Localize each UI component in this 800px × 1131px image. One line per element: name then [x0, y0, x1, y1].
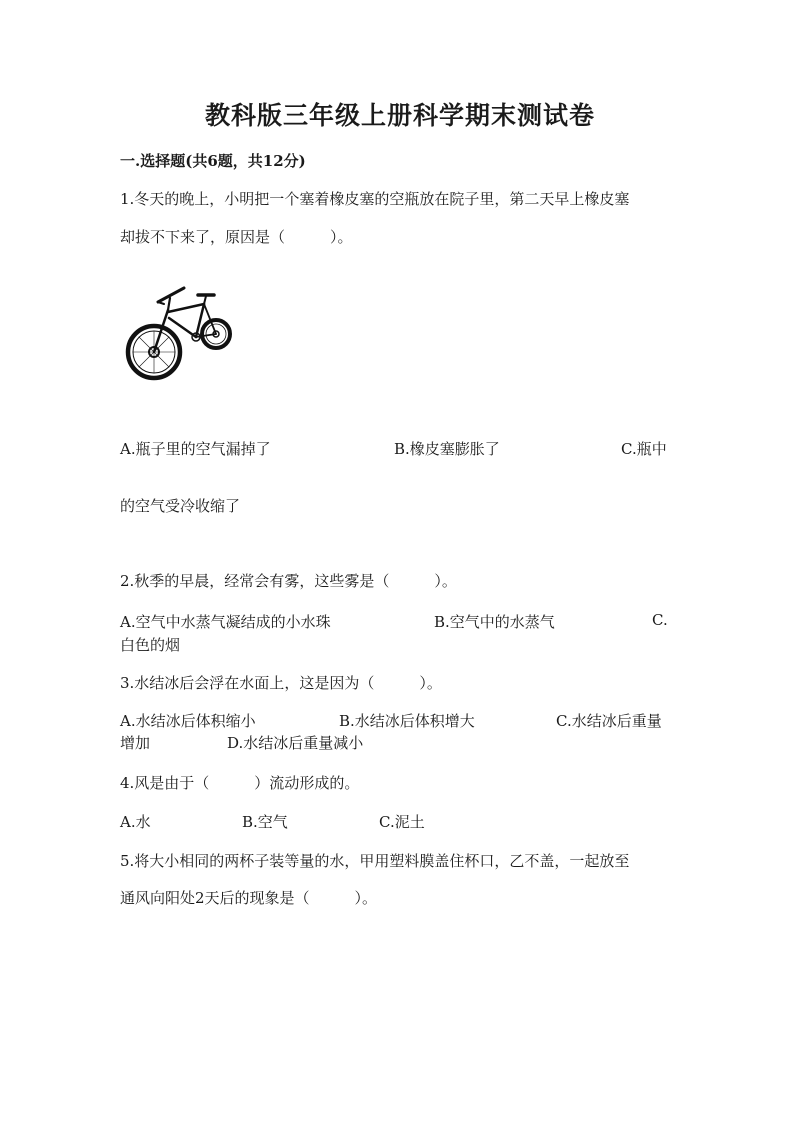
question-1-option-c: C.瓶中 [621, 440, 667, 458]
question-1-text-line2: 却拔不下来了，原因是（ ）。 [120, 228, 353, 246]
question-3-option-a: A.水结冰后体积缩小 [120, 712, 256, 730]
question-3-text: 3.水结冰后会浮在水面上，这是因为（ ）。 [120, 674, 442, 692]
question-4-option-a: A.水 [120, 813, 151, 831]
question-3-option-d: D.水结冰后重量减小 [227, 734, 364, 752]
question-1-text-line1: 1.冬天的晚上，小明把一个塞着橡皮塞的空瓶放在院子里，第二天早上橡皮塞 [120, 190, 630, 208]
question-1-option-a: A.瓶子里的空气漏掉了 [120, 440, 271, 458]
question-4-text: 4.风是由于（ ）流动形成的。 [120, 774, 360, 792]
question-5-text-line1: 5.将大小相同的两杯子装等量的水，甲用塑料膜盖住杯口，乙不盖，一起放至 [120, 852, 630, 870]
question-4-option-b: B.空气 [242, 813, 288, 831]
question-4-option-c: C.泥土 [379, 813, 425, 831]
question-2-text: 2.秋季的早晨，经常会有雾，这些雾是（ ）。 [120, 572, 457, 590]
bicycle-illustration [124, 282, 236, 394]
question-3-option-c: C.水结冰后重量 [556, 712, 662, 730]
question-3-option-b: B.水结冰后体积增大 [339, 712, 475, 730]
page-title: 教科版三年级上册科学期末测试卷 [204, 101, 595, 130]
question-5-text-line2: 通风向阳处2天后的现象是（ ）。 [120, 889, 378, 907]
question-2-option-c: C. [652, 611, 668, 629]
question-1-option-b: B.橡皮塞膨胀了 [394, 440, 500, 458]
section-heading: 一.选择题(共6题，共12分) [120, 152, 306, 170]
question-2-option-c-continued: 白色的烟 [120, 636, 181, 654]
question-2-option-a: A.空气中水蒸气凝结成的小水珠 [120, 613, 331, 631]
question-1-option-c-continued: 的空气受冷收缩了 [120, 497, 241, 515]
question-3-option-c-continued: 增加 [120, 734, 151, 752]
question-2-option-b: B.空气中的水蒸气 [434, 613, 555, 631]
